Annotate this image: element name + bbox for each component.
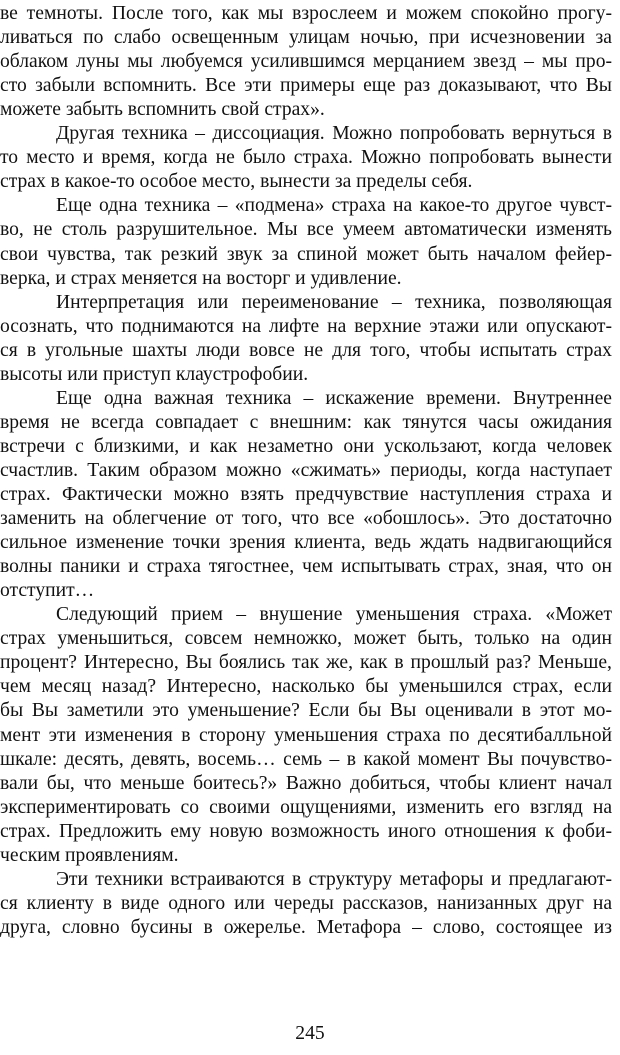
- text-line: ся в угольные шахты люди вовсе не для того, чтобы испытать страх: [0, 339, 612, 361]
- text-line: заменить на облегчение от того, что все «обошлось». Это достаточно: [0, 508, 613, 530]
- text-line: облаком луны мы любуемся усилившимся мерцанием звезд – мы про-: [0, 51, 613, 73]
- text-line: бы Вы заметили это уменьшение? Если бы Вы оценивали в этот мо-: [0, 700, 612, 722]
- text-line: счастлив. Таким образом можно «сжимать» периоды, когда наступает: [0, 459, 612, 481]
- text-line: страх в какое-то особое место, вынести за пределы себя.: [0, 171, 473, 193]
- text-line: ве темноты. После того, как мы взрослеем и можем спокойно прогу-: [0, 3, 612, 24]
- text-line: во, не столь разрушительное. Мы все умеем автоматически изменять: [0, 219, 612, 241]
- text-line: ливаться по слабо освещенным улицам ночью, при исчезновении за: [0, 27, 612, 49]
- text-line: ся клиенту в виде одного или череды рассказов, нанизанных друг на: [0, 892, 613, 914]
- page-number: 245: [295, 1023, 325, 1044]
- text-line: отступит…: [0, 580, 95, 602]
- text-line: вали бы, что меньше боитесь?» Важно добиться, чтобы клиент начал: [0, 772, 612, 794]
- text-line: осознать, что поднимаются на лифте на верхние этажи или опускают-: [0, 315, 613, 337]
- text-line: сильное изменение точки зрения клиента, ведь ждать надвигающийся: [0, 532, 612, 554]
- paragraph-first-line: Еще одна техника – «подмена» страха на какое-то другое чувст-: [56, 195, 612, 217]
- text-line: экспериментировать со своими ощущениями, изменить его взгляд на: [0, 796, 613, 818]
- text-line: время не всегда совпадает с внешним: как тянутся часы ожидания: [0, 411, 612, 433]
- text-line: ческим проявлениям.: [0, 844, 179, 866]
- text-line: сто забыли вспомнить. Все эти примеры еще раз доказывают, что Вы: [0, 75, 612, 97]
- paragraph-first-line: Следующий прием – внушение уменьшения страха. «Может: [56, 604, 613, 626]
- paragraph-first-line: Другая техника – диссоциация. Можно попробовать вернуться в: [56, 123, 613, 145]
- paragraph-first-line: Еще одна важная техника – искажение времени. Внутреннее: [56, 387, 612, 409]
- text-line: можете забыть вспомнить свой страх».: [0, 99, 325, 121]
- text-line: мент эти изменения в сторону уменьшения страха по десятибалльной: [0, 724, 612, 746]
- text-line: шкале: десять, девять, восемь… семь – в какой момент Вы почувство-: [0, 748, 612, 770]
- text-line: чем месяц назад? Интересно, насколько бы уменьшился страх, если: [0, 676, 612, 698]
- text-line: друга, словно бусины в ожерелье. Метафора – слово, состоящее из: [0, 916, 612, 938]
- text-line: страх. Фактически можно взять предчувствие наступления страха и: [0, 484, 612, 505]
- text-line: процент? Интересно, Вы боялись так же, как в прошлый раз? Меньше,: [0, 652, 612, 674]
- text-line: то место и время, когда не было страха. Можно попробовать вынести: [0, 147, 612, 169]
- text-line: верка, и страх меняется на восторг и удивление.: [0, 267, 402, 289]
- text-line: страх. Предложить ему новую возможность иного отношения к фоби-: [0, 820, 612, 842]
- text-line: волны паники и страха тягостнее, чем испытывать страх, зная, что он: [0, 556, 612, 578]
- text-line: встречи с близкими, и как незаметно они ускользают, когда человек: [0, 435, 613, 457]
- paragraph-first-line: Интерпретация или переименование – техника, позволяющая: [56, 291, 612, 313]
- text-line: свои чувства, так резкий звук за спиной может быть началом фейер-: [0, 243, 613, 265]
- paragraph-first-line: Эти техники встраиваются в структуру метафоры и предлагают-: [56, 868, 613, 890]
- text-line: высоты или приступ клаустрофобии.: [0, 363, 309, 385]
- text-line: страх уменьшиться, совсем немножко, может быть, только на один: [0, 628, 612, 650]
